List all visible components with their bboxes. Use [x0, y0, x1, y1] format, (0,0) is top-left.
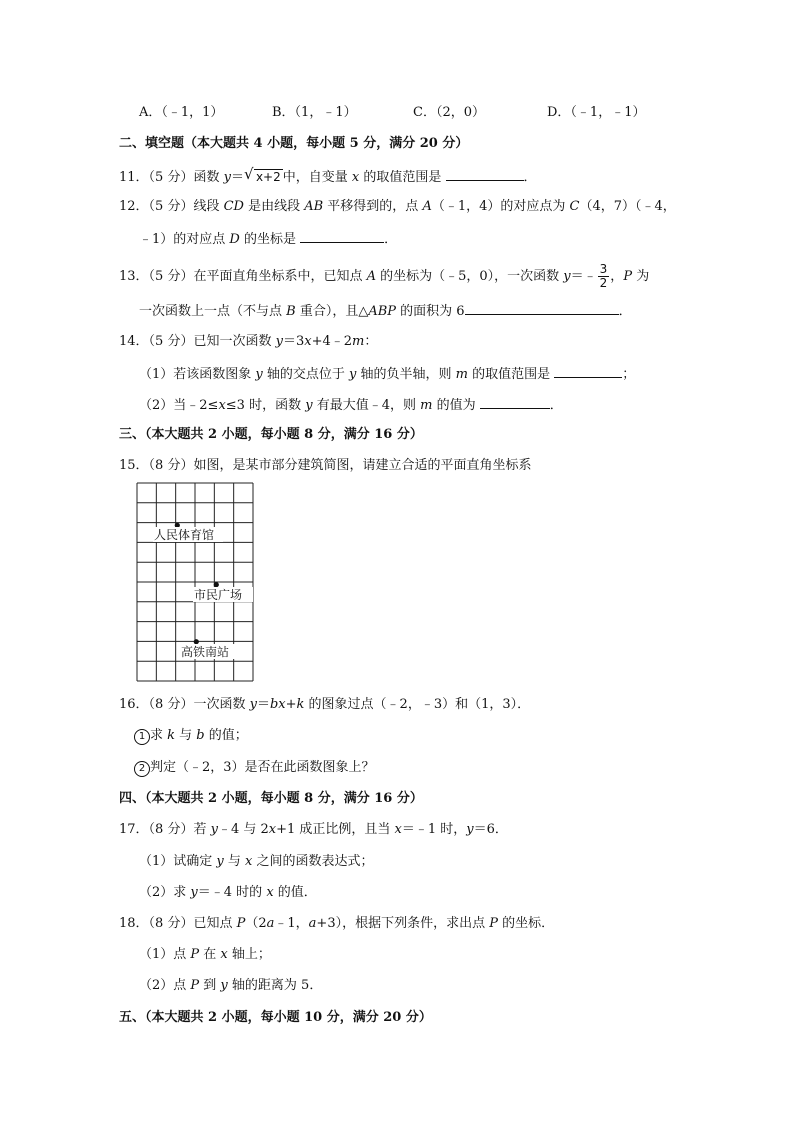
- numerator: 3: [599, 262, 608, 276]
- text: （﹣1，4）的对应点为: [431, 199, 570, 214]
- section-heading: 二、填空题（本大题共 4 小题，每小题 5 分，满分 20 分）: [119, 136, 469, 151]
- text: ＝﹣1 时，: [401, 822, 467, 837]
- map-label-station: 高铁南站: [181, 645, 230, 659]
- question-15: 15．（8 分）如图，是某市部分建筑简图，请建立合适的平面直角坐标系: [119, 458, 532, 473]
- var: x: [220, 947, 228, 962]
- text: 重合），且△: [295, 304, 369, 319]
- text: 的坐标是: [239, 232, 301, 247]
- question-17-part2: [139, 884, 317, 902]
- var: m: [420, 398, 433, 413]
- var: a: [266, 916, 275, 931]
- text: 轴的距离为 5．: [227, 978, 323, 993]
- section-heading: 五、（本大题共 2 小题，每小题 10 分，满分 20 分）: [119, 1010, 432, 1025]
- var: b: [196, 728, 205, 743]
- var: y: [563, 269, 571, 284]
- text: 与: [175, 728, 197, 743]
- text: （2）点: [139, 978, 191, 993]
- var: P: [236, 916, 246, 931]
- text: 轴上；: [227, 947, 271, 962]
- text: （1）点: [139, 947, 191, 962]
- var: y: [220, 978, 228, 993]
- question-13-line2: [139, 301, 632, 321]
- var: b: [269, 697, 279, 712]
- answer-blank: [480, 395, 550, 409]
- text: +1 成正比例，且当: [276, 822, 395, 837]
- question-16-part2: [134, 759, 375, 777]
- text: 轴的交点位于: [262, 367, 350, 382]
- var-x: x: [351, 170, 360, 185]
- text: 的值；: [204, 728, 248, 743]
- question-12-line2: [139, 229, 397, 249]
- text: ﹣4 与 2: [217, 822, 269, 837]
- radicand: x+2: [255, 170, 281, 184]
- text: +: [285, 697, 297, 712]
- text: ．: [523, 170, 537, 185]
- text: ．: [384, 232, 398, 247]
- answer-blank: [554, 364, 622, 378]
- text: 轴的负半轴，则: [356, 367, 456, 382]
- option-b: B．（1，﹣1）: [272, 105, 357, 120]
- var: P: [190, 947, 200, 962]
- text: +4﹣2: [311, 334, 352, 349]
- text: （4，7）（﹣4，: [579, 199, 676, 214]
- city-map-grid: [137, 483, 253, 681]
- sqrt-expression: [243, 165, 283, 187]
- var: P: [489, 916, 498, 931]
- question-18-part1: [139, 946, 271, 964]
- text: 在: [199, 947, 221, 962]
- question-16: [119, 696, 530, 714]
- text: 17．（8 分）若: [119, 822, 211, 837]
- text: 一次函数上一点（不与点: [139, 304, 287, 319]
- text: ＝: [230, 170, 244, 185]
- text: +3），根据下列条件，求出点: [316, 916, 490, 931]
- text: 12．（5 分）线段: [119, 199, 224, 214]
- var: y: [210, 822, 218, 837]
- text: 14．（5 分）已知一次函数: [119, 334, 276, 349]
- question-12-line1: [119, 198, 676, 216]
- var: y: [190, 885, 198, 900]
- text: ．: [549, 398, 563, 413]
- circled-number-icon: 1: [134, 729, 150, 745]
- section-heading: 三、（本大题共 2 小题，每小题 8 分，满分 16 分）: [119, 427, 423, 442]
- text: 的值为: [432, 398, 480, 413]
- var: x: [245, 854, 253, 869]
- var: m: [352, 334, 365, 349]
- text: 的面积为 6: [396, 304, 465, 319]
- question-17: [119, 821, 508, 839]
- option-d: D．（﹣1，﹣1）: [547, 105, 646, 120]
- text: 13．（5 分）在平面直角坐标系中，已知点: [119, 269, 367, 284]
- text: ≤3 时，函数: [225, 398, 306, 413]
- var: CD: [223, 199, 244, 214]
- text: 中，自变量: [282, 170, 352, 185]
- var: m: [455, 367, 468, 382]
- question-14-part2: [139, 395, 563, 415]
- text: 之间的函数表达式；: [252, 854, 374, 869]
- var: B: [286, 304, 296, 319]
- question-13-line1: [119, 263, 649, 290]
- var: y: [305, 398, 313, 413]
- var: A: [422, 199, 432, 214]
- text: 为: [632, 269, 650, 284]
- text: （2）当﹣2≤: [139, 398, 219, 413]
- text: ＝6．: [473, 822, 508, 837]
- var: y: [466, 822, 474, 837]
- var: y: [216, 854, 224, 869]
- text: （1）试确定: [139, 854, 217, 869]
- text: ﹣1，: [274, 916, 309, 931]
- var: x: [268, 822, 277, 837]
- text: ；: [622, 367, 636, 382]
- text: ＝3: [282, 334, 305, 349]
- text: ＝﹣: [570, 269, 597, 284]
- var: y: [255, 367, 263, 382]
- var: x: [278, 697, 286, 712]
- text: 18．（8 分）已知点: [119, 916, 237, 931]
- text: 的值．: [273, 885, 317, 900]
- map-point-station: [194, 639, 199, 644]
- var: AB: [304, 199, 324, 214]
- text: ﹣1）的对应点: [139, 232, 230, 247]
- section-heading: 四、（本大题共 2 小题，每小题 8 分，满分 16 分）: [119, 791, 423, 806]
- question-14: [119, 333, 377, 351]
- var: x: [266, 885, 274, 900]
- var: a: [308, 916, 317, 931]
- question-18-part2: [139, 977, 322, 995]
- text: 11．（5 分）函数: [119, 170, 224, 185]
- var: y: [249, 697, 257, 712]
- answer-blank: [300, 229, 384, 243]
- var: k: [296, 697, 305, 712]
- question-14-part1: [139, 364, 635, 384]
- map-point-plaza: [214, 582, 219, 587]
- text: ．: [618, 304, 632, 319]
- var: y: [275, 334, 283, 349]
- text: 的坐标．: [497, 916, 555, 931]
- option-a: A．（﹣1，1）: [139, 105, 224, 120]
- var: x: [218, 398, 226, 413]
- option-c: C．（2，0）: [413, 105, 485, 120]
- text: 的坐标为（﹣5，0），一次函数: [375, 269, 564, 284]
- text: 判定（﹣2，3）是否在此函数图象上？: [150, 760, 375, 775]
- text: （1）若该函数图象: [139, 367, 256, 382]
- var: A: [366, 269, 376, 284]
- var-y: y: [223, 170, 231, 185]
- text: ，: [610, 269, 624, 284]
- text: 求: [150, 728, 168, 743]
- text: 是由线段: [243, 199, 305, 214]
- radical-icon: √: [243, 165, 254, 183]
- text: 的取值范围是: [467, 367, 555, 382]
- text: ＝: [256, 697, 270, 712]
- var: x: [304, 334, 312, 349]
- text: 平移得到的，点: [323, 199, 423, 214]
- text: （2: [245, 916, 267, 931]
- text: 的取值范围是: [359, 170, 446, 185]
- answer-blank: [465, 301, 619, 315]
- text: 的图象过点（﹣2，﹣3）和（1，3）．: [304, 697, 531, 712]
- text: （2）求: [139, 885, 191, 900]
- var: D: [229, 232, 240, 247]
- question-18: [119, 915, 554, 933]
- question-11: [119, 167, 537, 187]
- map-label-plaza: 市民广场: [194, 588, 243, 602]
- text: ＝﹣4 时的: [197, 885, 267, 900]
- map-label-stadium: 人民体育馆: [154, 528, 215, 542]
- answer-blank: [446, 167, 524, 181]
- var: P: [190, 978, 200, 993]
- var: C: [569, 199, 580, 214]
- circled-number-icon: 2: [134, 761, 150, 777]
- denominator: 2: [599, 276, 608, 290]
- fraction: [598, 263, 610, 290]
- text: ：: [364, 334, 378, 349]
- question-16-part1: [134, 727, 248, 745]
- text: 有最大值﹣4，则: [312, 398, 421, 413]
- text: 到: [199, 978, 221, 993]
- var: x: [394, 822, 402, 837]
- text: 与: [223, 854, 246, 869]
- var: k: [167, 728, 176, 743]
- var: ABP: [368, 304, 397, 319]
- var: P: [623, 269, 633, 284]
- var: y: [349, 367, 357, 382]
- text: 16．（8 分）一次函数: [119, 697, 250, 712]
- question-17-part1: [139, 853, 374, 871]
